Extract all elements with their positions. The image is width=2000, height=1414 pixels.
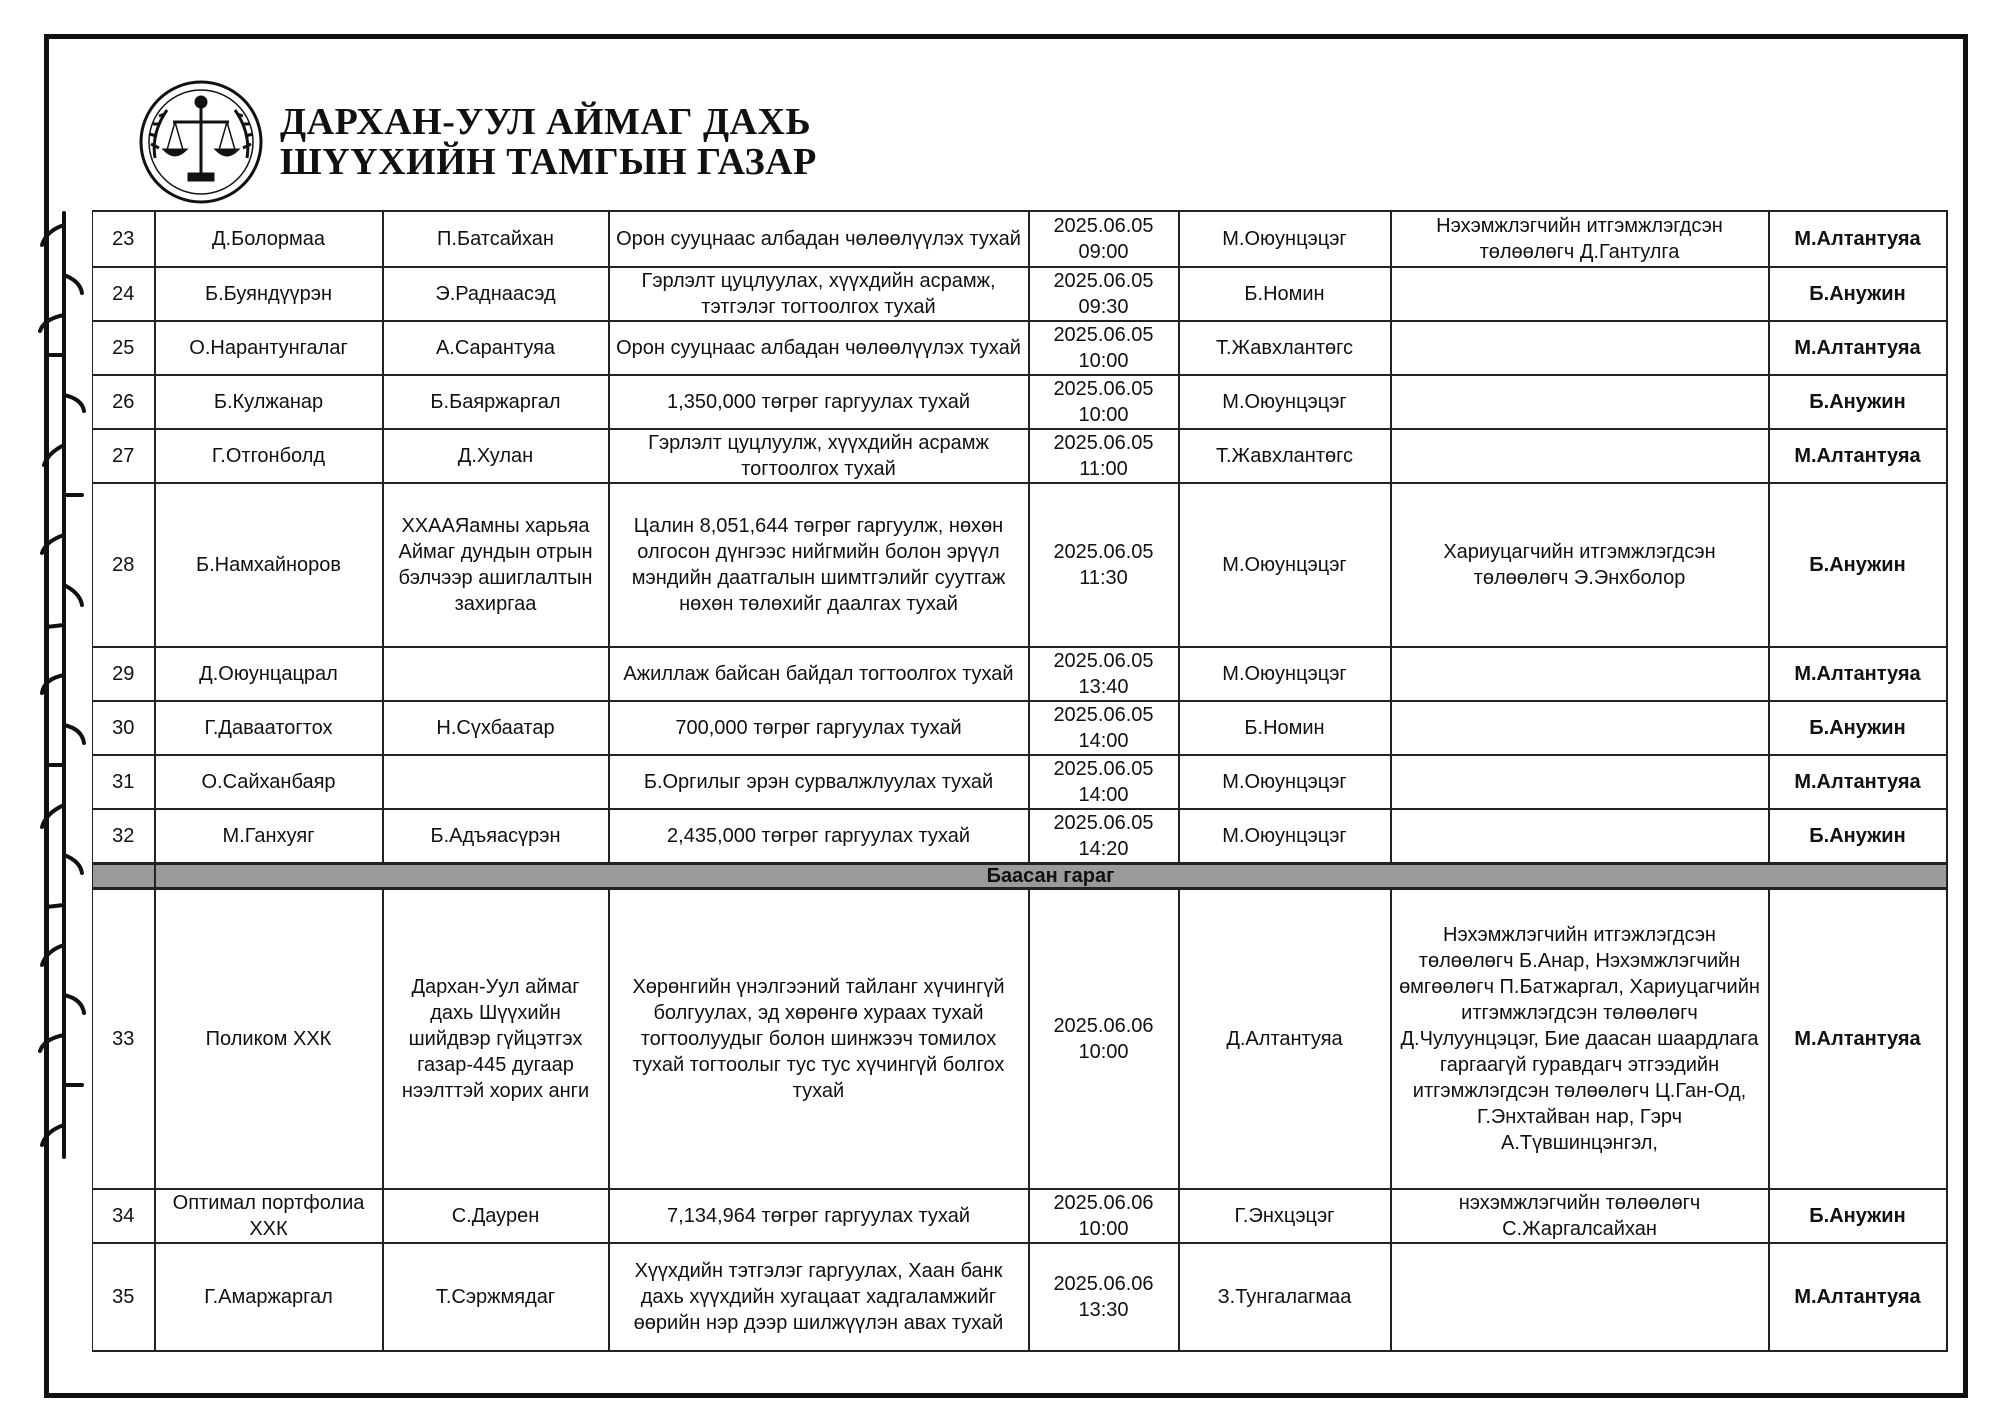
- table-row: [93, 321, 1947, 375]
- hearing-time: 13:40: [1078, 676, 1129, 698]
- hearing-time: 13:30: [1078, 1298, 1129, 1321]
- judge-cell: Т.Жавхлантөгс: [1179, 429, 1391, 483]
- secretary-cell: М.Алтантуяа: [1769, 647, 1947, 701]
- hearing-time: 14:20: [1078, 838, 1129, 860]
- defendant-cell: Н.Сүхбаатар: [383, 701, 609, 755]
- plaintiff-cell: М.Ганхуяг: [155, 809, 383, 864]
- hearing-time: 14:00: [1078, 784, 1129, 806]
- secretary-cell: М.Алтантуяа: [1769, 889, 1947, 1189]
- subject-cell: 700,000 төгрөг гаргуулах тухай: [609, 701, 1029, 755]
- table-row: [93, 809, 1947, 864]
- plaintiff-cell: Поликом ХХК: [155, 889, 383, 1189]
- secretary-cell: Б.Анужин: [1769, 375, 1947, 429]
- judge-cell: М.Оюунцэцэг: [1179, 375, 1391, 429]
- hearing-time: 10:00: [1078, 1217, 1129, 1240]
- subject-cell: Цалин 8,051,644 төгрөг гаргуулж, нөхөн олгосон дүнгээс нийгмийн болон эрүүл мэндийн даатгалын шимтгэлийг суутгаж нөхөн төлөхийг даалгах тухай: [609, 483, 1029, 647]
- secretary-cell: М.Алтантуяа: [1769, 755, 1947, 809]
- secretary-cell: М.Алтантуяа: [1769, 211, 1947, 267]
- table-row: [93, 701, 1947, 755]
- datetime-cell: [1029, 211, 1179, 267]
- plaintiff-cell: Г.Отгонболд: [155, 429, 383, 483]
- table-row: [93, 1189, 1947, 1243]
- defendant-cell: Т.Сэржмядаг: [383, 1243, 609, 1351]
- datetime-cell: [1029, 321, 1179, 375]
- hearing-date: 2025.06.05: [1053, 378, 1154, 400]
- defendant-cell: Б.Баяржаргал: [383, 375, 609, 429]
- row-number: 23: [93, 211, 155, 267]
- hearing-time: 14:00: [1078, 730, 1129, 752]
- row-number: 32: [93, 809, 155, 864]
- plaintiff-cell: О.Сайханбаяр: [155, 755, 383, 809]
- datetime-cell: [1029, 889, 1179, 1189]
- court-scales-emblem-icon: [137, 78, 265, 206]
- hearing-date: 2025.06.05: [1053, 704, 1154, 726]
- row-number: 33: [93, 889, 155, 1189]
- hearing-date: 2025.06.05: [1053, 812, 1154, 834]
- hearing-date: 2025.06.05: [1053, 541, 1154, 563]
- hearing-time: 10:00: [1078, 404, 1129, 426]
- row-number: 26: [93, 375, 155, 429]
- judge-cell: Б.Номин: [1179, 267, 1391, 321]
- subject-cell: 2,435,000 төгрөг гаргуулах тухай: [609, 809, 1029, 864]
- plaintiff-cell: О.Нарантунгалаг: [155, 321, 383, 375]
- plaintiff-cell: Б.Кулжанар: [155, 375, 383, 429]
- judge-cell: М.Оюунцэцэг: [1179, 483, 1391, 647]
- table-day-separator: [93, 864, 1947, 889]
- subject-cell: Б.Оргилыг эрэн сурвалжлуулах тухай: [609, 755, 1029, 809]
- defendant-cell: [383, 647, 609, 701]
- table-row: [93, 267, 1947, 321]
- representative-cell: [1391, 1243, 1769, 1351]
- hearing-time: 10:00: [1078, 1040, 1129, 1063]
- table-row: [93, 1243, 1947, 1351]
- defendant-cell: А.Сарантуяа: [383, 321, 609, 375]
- table-row: [93, 211, 1947, 267]
- datetime-cell: [1029, 375, 1179, 429]
- row-number: 27: [93, 429, 155, 483]
- representative-cell: Хариуцагчийн итгэмжлэгдсэн төлөөлөгч Э.Энхболор: [1391, 483, 1769, 647]
- subject-cell: Орон сууцнаас албадан чөлөөлүүлэх тухай: [609, 321, 1029, 375]
- datetime-cell: [1029, 267, 1179, 321]
- plaintiff-cell: Оптимал портфолиа ХХК: [155, 1189, 383, 1243]
- representative-cell: нэхэмжлэгчийн төлөөлөгч С.Жаргалсайхан: [1391, 1189, 1769, 1243]
- plaintiff-cell: Б.Буяндүүрэн: [155, 267, 383, 321]
- judge-cell: М.Оюунцэцэг: [1179, 211, 1391, 267]
- representative-cell: [1391, 647, 1769, 701]
- day-label: Баасан гараг: [155, 864, 1947, 889]
- mongolian-script-decoration: [24, 205, 94, 1165]
- datetime-cell: [1029, 1243, 1179, 1351]
- plaintiff-cell: Г.Даваатогтох: [155, 701, 383, 755]
- row-number: 34: [93, 1189, 155, 1243]
- judge-cell: М.Оюунцэцэг: [1179, 755, 1391, 809]
- subject-cell: Хөрөнгийн үнэлгээний тайланг хүчингүй болгуулах, эд хөрөнгө хураах тухай тогтоолуудыг болон шинжээч томилох тухай тогтоолыг тус тус хүчингүй болгох тухай: [609, 889, 1029, 1189]
- row-number: 35: [93, 1243, 155, 1351]
- row-number: 24: [93, 267, 155, 321]
- plaintiff-cell: Д.Болормаа: [155, 211, 383, 267]
- hearing-time: 09:00: [1078, 241, 1129, 263]
- table-row: [93, 483, 1947, 647]
- subject-cell: 1,350,000 төгрөг гаргуулах тухай: [609, 375, 1029, 429]
- table-body-thursday: [93, 211, 1947, 864]
- hearing-date: 2025.06.05: [1053, 432, 1154, 454]
- judge-cell: З.Тунгалагмаа: [1179, 1243, 1391, 1351]
- datetime-cell: [1029, 809, 1179, 864]
- representative-cell: [1391, 267, 1769, 321]
- secretary-cell: Б.Анужин: [1769, 483, 1947, 647]
- table-row: [93, 429, 1947, 483]
- defendant-cell: С.Даурен: [383, 1189, 609, 1243]
- row-number: 29: [93, 647, 155, 701]
- day-separator-row: [93, 864, 1947, 889]
- hearing-date: 2025.06.06: [1053, 1014, 1154, 1037]
- representative-cell: [1391, 321, 1769, 375]
- representative-cell: Нэхэмжлэгчийн итгэмжлэгдсэн төлөөлөгч Д.Гантулга: [1391, 211, 1769, 267]
- datetime-cell: [1029, 701, 1179, 755]
- defendant-cell: [383, 755, 609, 809]
- representative-cell: [1391, 429, 1769, 483]
- secretary-cell: М.Алтантуяа: [1769, 321, 1947, 375]
- hearing-time: 10:00: [1078, 350, 1129, 372]
- subject-cell: 7,134,964 төгрөг гаргуулах тухай: [609, 1189, 1029, 1243]
- row-number: 31: [93, 755, 155, 809]
- plaintiff-cell: Г.Амаржаргал: [155, 1243, 383, 1351]
- table-row: [93, 647, 1947, 701]
- org-title-line1: ДАРХАН-УУЛ АЙМАГ ДАХЬ: [280, 101, 812, 143]
- hearing-date: 2025.06.05: [1053, 270, 1154, 292]
- secretary-cell: Б.Анужин: [1769, 267, 1947, 321]
- subject-cell: Орон сууцнаас албадан чөлөөлүүлэх тухай: [609, 211, 1029, 267]
- secretary-cell: Б.Анужин: [1769, 809, 1947, 864]
- representative-cell: [1391, 375, 1769, 429]
- secretary-cell: М.Алтантуяа: [1769, 1243, 1947, 1351]
- day-separator-spacer: [93, 864, 155, 889]
- table-row: [93, 889, 1947, 1189]
- hearing-date: 2025.06.05: [1053, 758, 1154, 780]
- defendant-cell: ХХААЯамны харьяа Аймаг дундын отрын бэлчээр ашиглалтын захиргаа: [383, 483, 609, 647]
- defendant-cell: Э.Раднаасэд: [383, 267, 609, 321]
- row-number: 30: [93, 701, 155, 755]
- row-number: 25: [93, 321, 155, 375]
- datetime-cell: [1029, 1189, 1179, 1243]
- representative-cell: [1391, 809, 1769, 864]
- plaintiff-cell: Б.Намхайноров: [155, 483, 383, 647]
- table-row: [93, 755, 1947, 809]
- subject-cell: Гэрлэлт цуцлуулж, хүүхдийн асрамж тогтоолгох тухай: [609, 429, 1029, 483]
- defendant-cell: Б.Адъяасүрэн: [383, 809, 609, 864]
- datetime-cell: [1029, 647, 1179, 701]
- representative-cell: [1391, 701, 1769, 755]
- secretary-cell: Б.Анужин: [1769, 1189, 1947, 1243]
- judge-cell: М.Оюунцэцэг: [1179, 809, 1391, 864]
- hearing-time: 11:30: [1079, 567, 1128, 589]
- plaintiff-cell: Д.Оюунцацрал: [155, 647, 383, 701]
- subject-cell: Ажиллаж байсан байдал тогтоолгох тухай: [609, 647, 1029, 701]
- table-row: [93, 375, 1947, 429]
- table-body-friday: [93, 889, 1947, 1351]
- hearing-time: 09:30: [1078, 296, 1129, 318]
- hearing-date: 2025.06.06: [1053, 1272, 1154, 1295]
- defendant-cell: Дархан-Уул аймаг дахь Шүүхийн шийдвэр гүйцэтгэх газар-445 дугаар нээлттэй хорих анги: [383, 889, 609, 1189]
- row-number: 28: [93, 483, 155, 647]
- defendant-cell: П.Батсайхан: [383, 211, 609, 267]
- hearing-date: 2025.06.05: [1053, 650, 1154, 672]
- hearing-date: 2025.06.06: [1053, 1191, 1154, 1214]
- hearing-time: 11:00: [1079, 458, 1128, 480]
- judge-cell: Т.Жавхлантөгс: [1179, 321, 1391, 375]
- judge-cell: М.Оюунцэцэг: [1179, 647, 1391, 701]
- defendant-cell: Д.Хулан: [383, 429, 609, 483]
- subject-cell: Гэрлэлт цуцлуулах, хүүхдийн асрамж, тэтгэлэг тогтоолгох тухай: [609, 267, 1029, 321]
- representative-cell: Нэхэмжлэгчийн итгэжлэгдсэн төлөөлөгч Б.Анар, Нэхэмжлэгчийн өмгөөлөгч П.Батжаргал, Хариуцагчийн итгэмжлэгдсэн төлөөлөгч Д.Чулуунцэцэг, Бие даасан шаардлага гаргаагүй гуравдагч этгээдийн итгэмжлэгдсэн төлөөлөгч Ц.Ган-Од, Г.Энхтайван нар, Гэрч А.Түвшинцэнгэл,: [1391, 889, 1769, 1189]
- hearing-schedule-table: [92, 210, 1948, 1352]
- org-title-line2: ШҮҮХИЙН ТАМГЫН ГАЗАР: [280, 141, 817, 183]
- hearing-date: 2025.06.05: [1053, 324, 1154, 346]
- judge-cell: Г.Энхцэцэг: [1179, 1189, 1391, 1243]
- secretary-cell: Б.Анужин: [1769, 701, 1947, 755]
- judge-cell: Б.Номин: [1179, 701, 1391, 755]
- judge-cell: Д.Алтантуяа: [1179, 889, 1391, 1189]
- datetime-cell: [1029, 429, 1179, 483]
- subject-cell: Хүүхдийн тэтгэлэг гаргуулах, Хаан банк дахь хүүхдийн хугацаат хадгаламжийг өөрийн нэр дээр шилжүүлэн авах тухай: [609, 1243, 1029, 1351]
- hearing-date: 2025.06.05: [1053, 215, 1154, 237]
- org-title: [280, 102, 817, 182]
- datetime-cell: [1029, 483, 1179, 647]
- datetime-cell: [1029, 755, 1179, 809]
- secretary-cell: М.Алтантуяа: [1769, 429, 1947, 483]
- representative-cell: [1391, 755, 1769, 809]
